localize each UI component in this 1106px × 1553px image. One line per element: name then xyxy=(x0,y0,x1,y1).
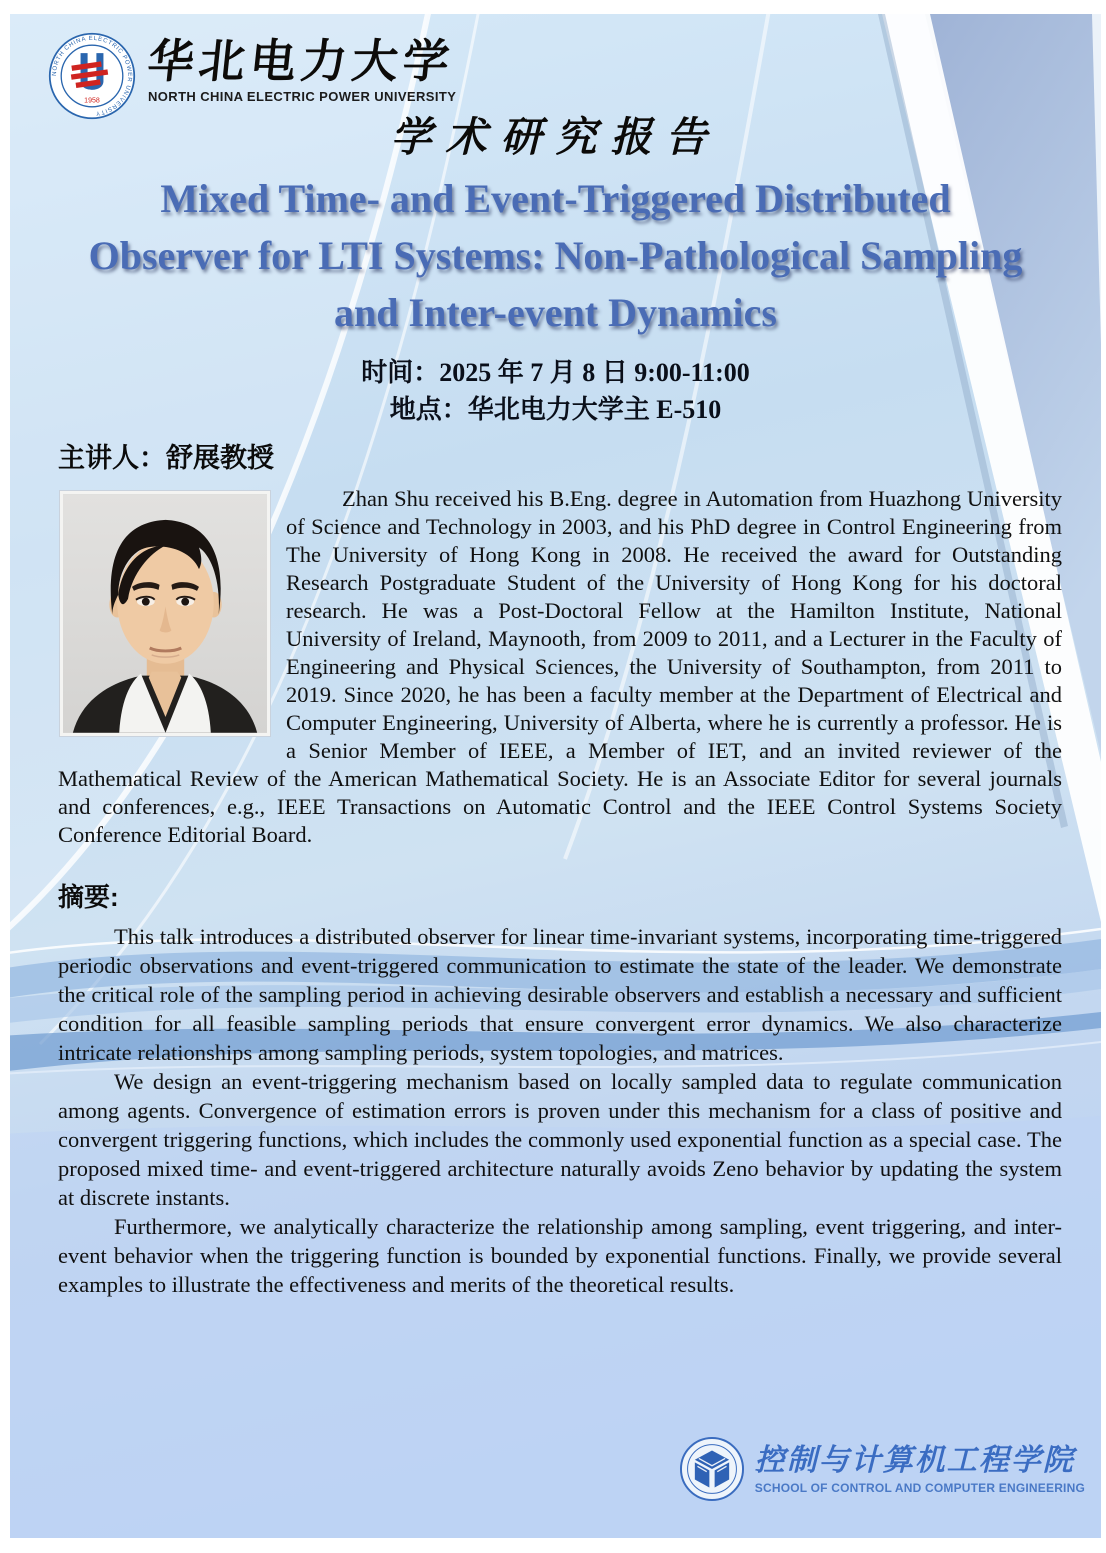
abstract-section xyxy=(58,877,1062,1299)
logo-year: 1958 xyxy=(84,97,100,105)
lecture-title-line3: and Inter-event Dynamics xyxy=(334,290,777,335)
speaker-line: 主讲人：舒展教授 xyxy=(58,443,274,473)
school-footer xyxy=(679,1436,1085,1502)
lecture-title xyxy=(10,170,1101,341)
speaker-portrait-illustration xyxy=(63,494,267,733)
report-type-heading: 学术研究报告 xyxy=(390,113,721,161)
university-name-en: NORTH CHINA ELECTRIC POWER UNIVERSITY xyxy=(148,89,457,104)
logo-ring-text: NORTH CHINA ELECTRIC POWER UNIVERSITY xyxy=(51,35,133,117)
speaker-photo xyxy=(60,491,270,736)
abstract-heading: 摘要: xyxy=(58,882,119,912)
university-names xyxy=(145,32,457,104)
abstract-paragraph-2: We design an event-triggering mechanism based on locally sampled data to regulate communication among agents. Convergence of estimation errors is proven under this mechanism for a class of positive and convergent triggering functions, which includes the commonly used exponential function as a special case. The proposed mixed time- and event-triggered architecture naturally avoids Zeno behavior by updating the system at discrete instants. xyxy=(58,1069,1062,1210)
poster-canvas xyxy=(10,14,1101,1538)
lecture-time: 时间：2025 年 7 月 8 日 9:00-11:00 xyxy=(361,358,750,387)
school-logo-icon xyxy=(679,1436,745,1502)
speaker-bio-section xyxy=(58,485,1062,849)
abstract-paragraph-3: Furthermore, we analytically characterize the relationship among sampling, event triggering, and inter-event behavior when the triggering function is bounded by exponential functions. Finally, we provide several examples to illustrate the effectiveness and merits of the theoretical results. xyxy=(58,1214,1062,1297)
speaker-bio-text: Zhan Shu received his B.Eng. degree in Automation from Huazhong University of Science and Technology in 2003, and his PhD degree in Control Engineering from The University of Hong Kong in 2008. He received the award for Outstanding Research Postgraduate Student of the University of Hong Kong for his doctoral research. He was a Post-Doctoral Fellow at the Hamilton Institute, National University of Ireland, Maynooth, from 2009 to 2011, and a Lecturer in the Faculty of Engineering and Physical Sciences, the University of Southampton, from 2011 to 2019. Since 2020, he has been a faculty member at the Department of Electrical and Computer Engineering, University of Alberta, where he is currently a professor. He is a Senior Member of IEEE, a Member of IET, and an invited reviewer of the Mathematical Review of the American Mathematical Society. He is an Associate Editor for several journals and conferences, e.g., IEEE Transactions on Automatic Control and the IEEE Control Systems Society Conference Editorial Board. xyxy=(58,486,1062,847)
lecture-title-line2: Observer for LTI Systems: Non-Pathological Sampling xyxy=(88,233,1023,278)
school-name-zh: 控制与计算机工程学院 xyxy=(754,1442,1075,1478)
abstract-paragraph-1: This talk introduces a distributed observer for linear time-invariant systems, incorporating time-triggered periodic observations and event-triggered communication to estimate the state of the leader. We demonstrate the critical role of the sampling period in achieving desirable observers and establish a necessary and sufficient condition for all feasible sampling periods that ensure convergent error dynamics. We also characterize intricate relationships among sampling periods, system topologies, and matrices. xyxy=(58,924,1062,1065)
poster-body xyxy=(58,436,1062,1299)
school-names xyxy=(755,1444,1085,1495)
lecture-meta xyxy=(10,354,1101,428)
lecture-title-line1: Mixed Time- and Event-Triggered Distributed xyxy=(160,176,951,221)
university-name-zh: 华北电力大学 xyxy=(145,34,457,88)
school-name-en: SCHOOL OF CONTROL AND COMPUTER ENGINEERING xyxy=(754,1480,1085,1495)
lecture-location: 地点：华北电力大学主 E-510 xyxy=(389,395,722,424)
